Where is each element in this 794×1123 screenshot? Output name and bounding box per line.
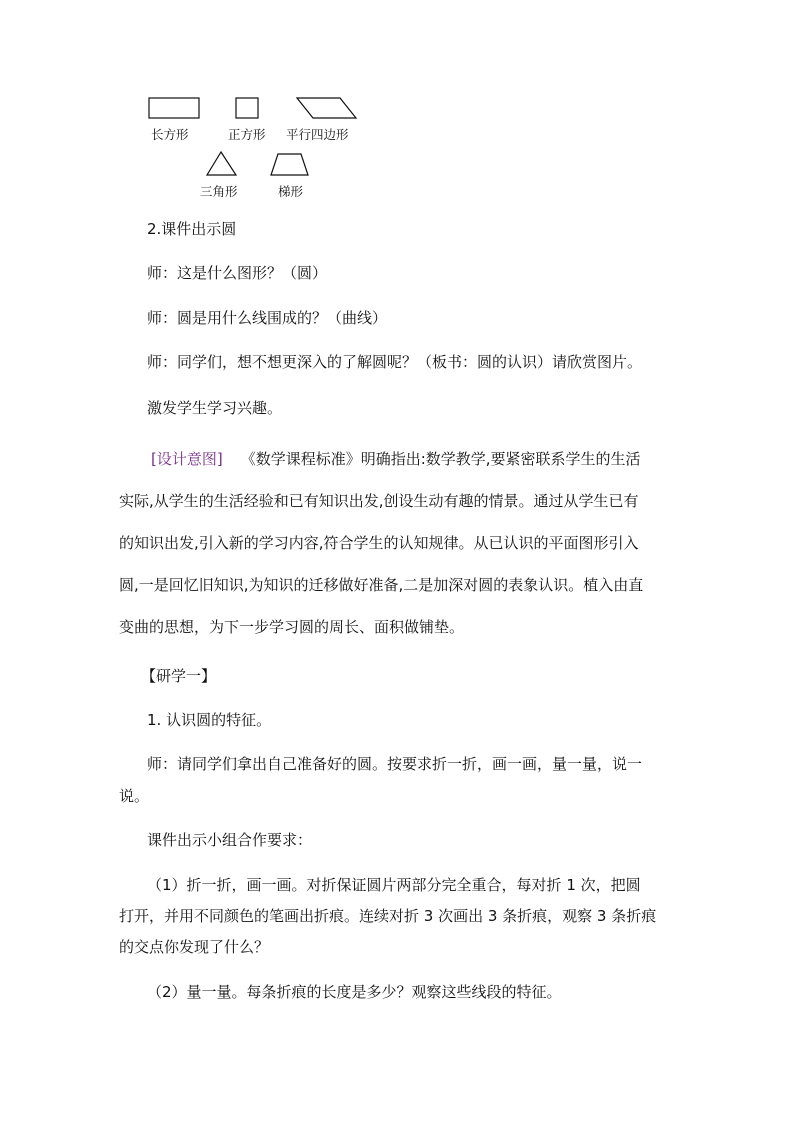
parallelogram-caption: 平行四边形 bbox=[286, 127, 349, 142]
square-shape bbox=[235, 97, 261, 121]
triangle-shape bbox=[206, 151, 238, 177]
design-intent-line-2: 实际,从学生的生活经验和已有知识出发,创设生动有趣的情景。通过从学生已有 bbox=[119, 492, 639, 510]
design-intent-tag: [设计意图] bbox=[151, 450, 223, 468]
step2-line: 2.课件出示圆 bbox=[147, 220, 237, 238]
question-line-3: 师：同学们，想不想更深入的了解圆呢？（板书：圆的认识）请欣赏图片。 bbox=[147, 353, 643, 371]
step-1-line-3: 的交点你发现了什么？ bbox=[119, 938, 270, 956]
rectangle-caption: 长方形 bbox=[151, 127, 189, 142]
design-intent-line-5: 变曲的思想，为下一步学习圆的周长、面积做铺垫。 bbox=[119, 618, 465, 636]
interest-line: 激发学生学习兴趣。 bbox=[147, 399, 283, 417]
design-intent-line-3: 的知识出发,引入新的学习内容,符合学生的认知规律。从已认识的平面图形引入 bbox=[119, 534, 639, 552]
step-2-line: （2）量一量。每条折痕的长度是多少？观察这些线段的特征。 bbox=[147, 983, 562, 1001]
design-intent-text-1: 《数学课程标准》明确指出:数学教学,要紧密联系学生的生活 bbox=[240, 450, 641, 468]
trapezoid-caption: 梯形 bbox=[278, 184, 304, 199]
study-item-1: 1. 认识圆的特征。 bbox=[147, 711, 272, 729]
square-caption: 正方形 bbox=[228, 127, 266, 142]
teacher-instruction-line-1: 师：请同学们拿出自己准备好的圆。按要求折一折，画一画，量一量，说一 bbox=[147, 755, 643, 773]
group-requirement-title: 课件出示小组合作要求： bbox=[147, 831, 313, 849]
question-line-1: 师：这是什么图形？（圆） bbox=[147, 264, 328, 282]
parallelogram-shape bbox=[296, 97, 358, 121]
study-heading: 【研学一】 bbox=[141, 667, 217, 685]
triangle-caption: 三角形 bbox=[200, 184, 238, 199]
step-1-line-1: （1）折一折，画一画。对折保证圆片两部分完全重合，每对折 1 次，把圆 bbox=[147, 876, 641, 894]
rectangle-shape bbox=[148, 97, 202, 121]
teacher-instruction-line-2: 说。 bbox=[119, 787, 150, 805]
step-1-line-2: 打开，并用不同颜色的笔画出折痕。连续对折 3 次画出 3 条折痕，观察 3 条折痕 bbox=[119, 907, 657, 925]
question-line-2: 师：圆是用什么线围成的？（曲线） bbox=[147, 309, 388, 327]
design-intent-line-1 bbox=[151, 449, 641, 469]
design-intent-line-4: 圆,一是回忆旧知识,为知识的迁移做好准备,二是加深对圆的表象认识。植入由直 bbox=[119, 576, 644, 594]
trapezoid-shape bbox=[270, 153, 310, 177]
